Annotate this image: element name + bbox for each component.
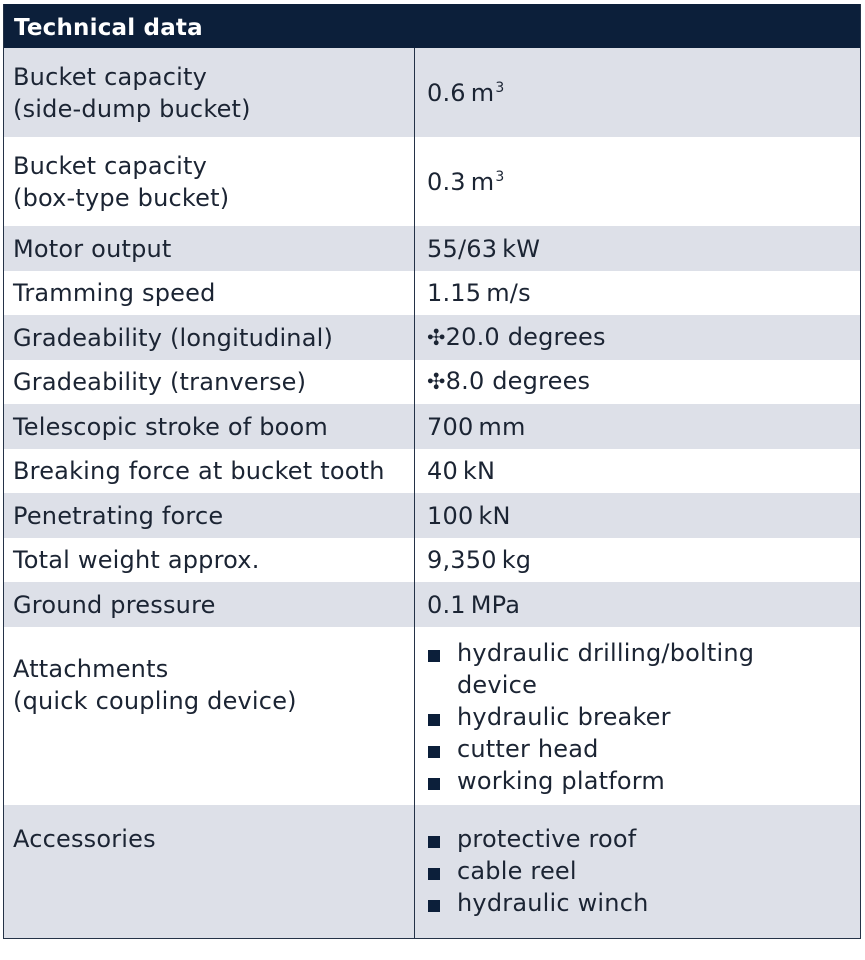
- value-text: 55/63 kW: [427, 234, 541, 263]
- row-label: [4, 48, 415, 137]
- attachments-list: [427, 637, 820, 797]
- label-line: Gradeability (longitudinal): [13, 323, 334, 352]
- row-value: [415, 315, 860, 360]
- value-text: 9,350 kg: [427, 546, 532, 574]
- label-line: Total weight approx.: [13, 546, 260, 574]
- row-label: [4, 226, 415, 271]
- table-row: [4, 404, 860, 449]
- table-row: [4, 271, 860, 315]
- value-text: 0.6 m: [427, 78, 495, 107]
- list-item: hydraulic breaker: [427, 701, 820, 733]
- label-line: (box-type bucket): [13, 183, 230, 212]
- row-label: [4, 137, 415, 226]
- table-row: [4, 627, 860, 805]
- label-line: (quick coupling device): [13, 687, 297, 715]
- row-label: [4, 404, 415, 449]
- row-label: [4, 493, 415, 538]
- label-line: Telescopic stroke of boom: [13, 412, 329, 441]
- value-text: 1.15 m/s: [427, 279, 531, 307]
- label-line: Bucket capacity: [13, 62, 208, 91]
- row-value: [415, 360, 860, 404]
- row-value: [415, 582, 860, 627]
- row-value: [415, 449, 860, 493]
- value-text: 0.1 MPa: [427, 590, 521, 619]
- value-text: 0.3 m: [427, 167, 495, 196]
- superscript: 3: [495, 79, 505, 96]
- table-row: [4, 582, 860, 627]
- value-text: 100 kN: [427, 501, 511, 530]
- label-line: Gradeability (tranverse): [13, 368, 307, 396]
- technical-data-table: [3, 4, 861, 939]
- row-label: [4, 315, 415, 360]
- label-line: Motor output: [13, 234, 172, 263]
- accessories-list: [427, 823, 860, 919]
- label-line: Bucket capacity: [13, 151, 208, 180]
- row-label: [4, 582, 415, 627]
- row-label: [4, 627, 415, 805]
- row-value: [415, 538, 860, 582]
- table-row: [4, 360, 860, 404]
- list-item: hydraulic drilling/bolting device: [427, 637, 820, 701]
- row-label: [4, 449, 415, 493]
- value-text: 700 mm: [427, 412, 526, 441]
- list-item: protective roof: [427, 823, 860, 855]
- table-row: [4, 805, 860, 938]
- label-line: Ground pressure: [13, 590, 216, 619]
- row-value: [415, 493, 860, 538]
- plus-minus-icon: ✣: [427, 325, 446, 351]
- table-row: [4, 493, 860, 538]
- label-line: Attachments: [13, 655, 169, 683]
- row-label: [4, 360, 415, 404]
- label-line: (side-dump bucket): [13, 94, 251, 123]
- row-label: [4, 805, 415, 938]
- table-title: Technical data: [4, 4, 860, 48]
- plus-minus-icon: ✣: [427, 370, 446, 395]
- value-text: 40 kN: [427, 457, 496, 485]
- list-item: cutter head: [427, 733, 820, 765]
- superscript: 3: [495, 168, 505, 185]
- row-value: [415, 271, 860, 315]
- row-value: [415, 48, 860, 137]
- table-row: [4, 538, 860, 582]
- list-item: hydraulic winch: [427, 887, 860, 919]
- table-row: [4, 48, 860, 137]
- table-row: [4, 315, 860, 360]
- row-value: [415, 404, 860, 449]
- row-value: [415, 805, 860, 938]
- label-line: Accessories: [13, 825, 156, 853]
- row-value: [415, 627, 860, 805]
- table-row: [4, 226, 860, 271]
- label-line: Tramming speed: [13, 279, 216, 307]
- table-row: [4, 137, 860, 226]
- label-line: Penetrating force: [13, 501, 224, 530]
- value-text: 20.0 degrees: [445, 322, 606, 351]
- row-value: [415, 137, 860, 226]
- value-text: 8.0 degrees: [445, 367, 591, 395]
- label-line: Breaking force at bucket tooth: [13, 457, 385, 485]
- list-item: working platform: [427, 765, 820, 797]
- list-item: cable reel: [427, 855, 860, 887]
- table-row: [4, 449, 860, 493]
- row-label: [4, 271, 415, 315]
- row-value: [415, 226, 860, 271]
- row-label: [4, 538, 415, 582]
